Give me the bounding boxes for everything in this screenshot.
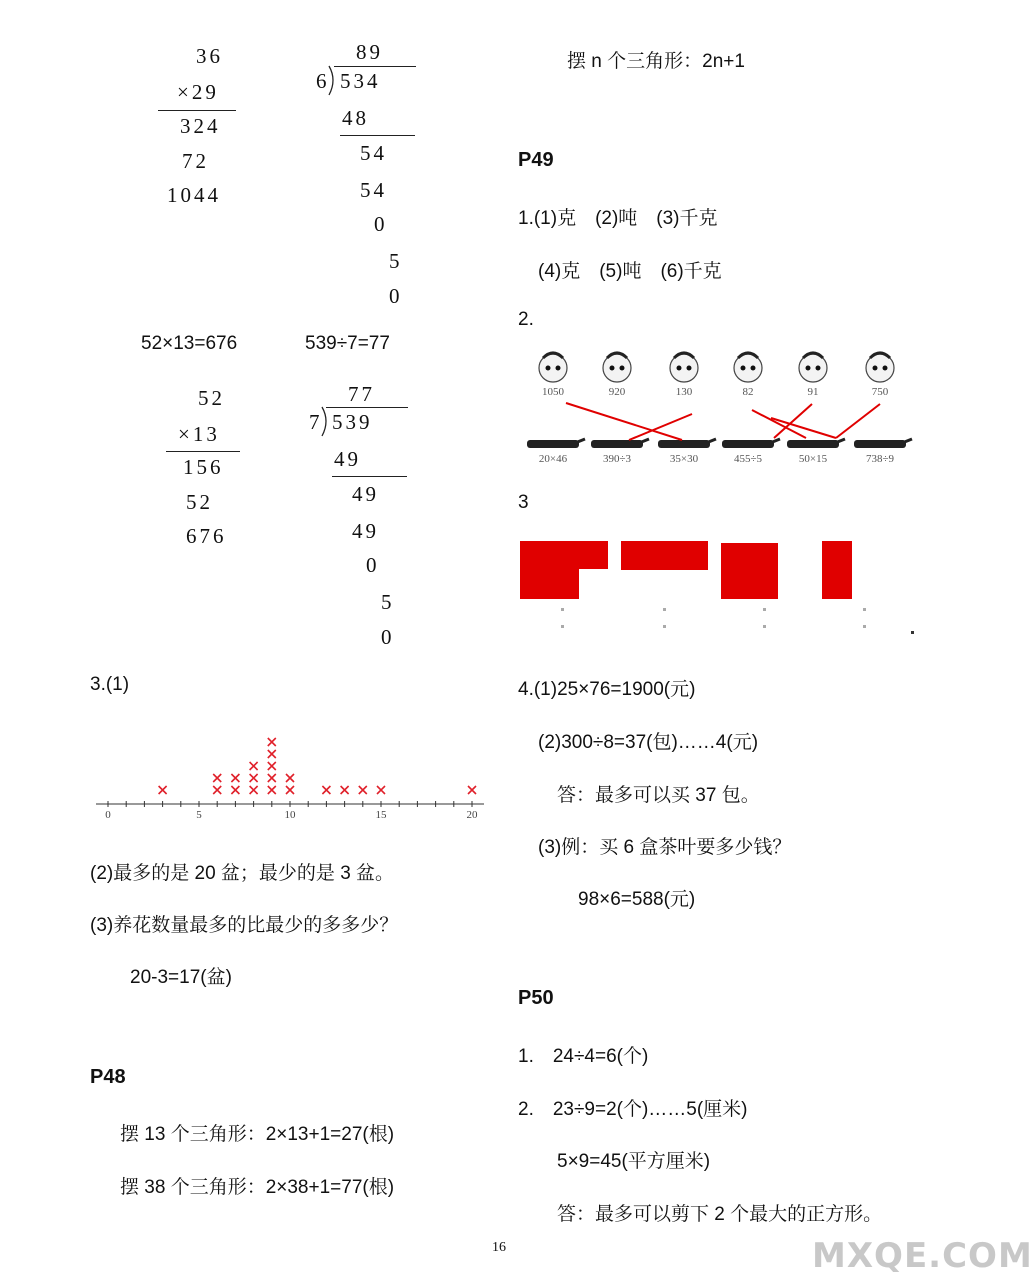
figure-eye [741, 366, 746, 371]
div2-remainder-3: 5 [381, 590, 395, 614]
p49-q2-label: 2. [518, 309, 534, 330]
mult2-partial-2: 52 [186, 490, 213, 514]
figure-eye [806, 366, 811, 371]
triangle-formula: 摆 n 个三角形：2n+1 [567, 51, 745, 72]
top-value: 130 [675, 386, 693, 398]
div1-step-1: 48 [342, 106, 369, 130]
p49-q4-2-answer: 答：最多可以买 37 包。 [557, 785, 760, 806]
dotplot-cross [268, 750, 276, 758]
p49-q4-1: 4.(1)25×76=1900(元) [518, 679, 696, 700]
dotplot-tick-label: 10 [284, 809, 296, 821]
match-line [566, 403, 682, 440]
div1-remainder-2: 0 [374, 212, 388, 236]
p48-line-1: 摆 13 个三角形：2×13+1=27(根) [120, 1124, 395, 1145]
figure-eye [816, 366, 821, 371]
div1-remainder-1: 54 [360, 141, 387, 165]
div2-bracket [321, 407, 331, 437]
dotplot-cross [286, 774, 294, 782]
div2-remainder-4: 0 [381, 625, 395, 649]
shape-long-bar [621, 541, 708, 570]
match-line [836, 404, 880, 438]
q3-label: 3.(1) [90, 674, 130, 695]
mult1-rule [158, 110, 236, 111]
p49-q4-3: (3)例：买 6 盒茶叶要多少钱？ [538, 837, 792, 858]
dotplot-tick-label: 0 [105, 809, 111, 821]
dotplot-cross [268, 738, 276, 746]
mult1-result: 1044 [167, 183, 221, 207]
p49-heading: P49 [518, 149, 554, 171]
div1-divisor: 6 [316, 69, 330, 93]
p50-q2: 2. 23÷9=2(个)……5(厘米) [518, 1099, 748, 1120]
shape-square [721, 543, 778, 599]
div2-step-2: 49 [352, 519, 379, 543]
mult1-multiplier: ×29 [177, 80, 219, 104]
dotplot-cross [341, 786, 349, 794]
div1-dividend: 534 [340, 69, 381, 93]
faint-fraction-marks [561, 608, 914, 634]
pan [658, 440, 710, 448]
figure-eye [546, 366, 551, 371]
dotplot-cross [213, 786, 221, 794]
div2-quotient: 77 [348, 382, 375, 406]
dotplot-cross [268, 786, 276, 794]
q3-3-question: (3)养花数量最多的比最少的多多少？ [90, 915, 399, 936]
top-value: 91 [807, 386, 819, 398]
p50-q1: 1. 24÷4=6(个) [518, 1046, 649, 1067]
mult2-rule [166, 451, 240, 452]
pan-handle [835, 439, 845, 443]
div2-dividend: 539 [332, 410, 373, 434]
dotplot-cross [250, 786, 258, 794]
page-number: 16 [492, 1240, 506, 1255]
pan [591, 440, 643, 448]
mult2-result: 676 [186, 524, 227, 548]
dotplot-cross [231, 774, 239, 782]
top-value: 1050 [542, 386, 564, 398]
pan [854, 440, 906, 448]
mult2-partial-1: 156 [183, 455, 224, 479]
dotplot-cross [250, 774, 258, 782]
dotplot-cross [322, 786, 330, 794]
bottom-value: 20×46 [538, 453, 568, 465]
dotplot-tick-label: 15 [375, 809, 387, 821]
pan [722, 440, 774, 448]
figure-eye [620, 366, 625, 371]
dotplot-cross [359, 786, 367, 794]
div2-rule-1 [332, 476, 407, 477]
top-value: 750 [871, 386, 889, 398]
mult1-partial-1: 324 [180, 114, 221, 138]
mult2-multiplicand: 52 [198, 386, 225, 410]
p48-heading: P48 [90, 1066, 126, 1088]
pan-handle [639, 439, 649, 443]
mult1-partial-2: 72 [182, 149, 209, 173]
div1-rule-1 [340, 135, 415, 136]
figure-eye [883, 366, 888, 371]
shape-tall-bar [822, 541, 852, 599]
figure-eye [677, 366, 682, 371]
q3-2-answer: (2)最多的是 20 盆；最少的是 3 盆。 [90, 863, 395, 884]
p49-q1-row-2: (4)克 (5)吨 (6)千克 [538, 261, 722, 282]
dotplot-tick-label: 20 [466, 809, 478, 821]
shape-l [520, 541, 608, 599]
figure-eye [687, 366, 692, 371]
figure-eye [610, 366, 615, 371]
shaded-shapes [516, 535, 920, 640]
mult1-multiplicand: 36 [196, 44, 223, 68]
bottom-value: 50×15 [798, 453, 828, 465]
div1-remainder-3: 5 [389, 249, 403, 273]
top-value: 82 [742, 386, 754, 398]
p50-heading: P50 [518, 987, 554, 1009]
dotplot-cross [468, 786, 476, 794]
dotplot-cross [213, 774, 221, 782]
dotplot-cross [286, 786, 294, 794]
div2-bar [326, 407, 408, 408]
div2-remainder-2: 0 [366, 553, 380, 577]
p49-q1-row-1: 1.(1)克 (2)吨 (3)千克 [518, 208, 718, 229]
figure-head [799, 354, 827, 382]
p49-q4-2: (2)300÷8=37(包)……4(元) [538, 732, 759, 753]
div1-bar [334, 66, 416, 67]
pan-handle [902, 439, 912, 443]
p48-line-2: 摆 38 个三角形：2×38+1=77(根) [120, 1177, 395, 1198]
dot-plot [96, 720, 488, 825]
figure-eye [556, 366, 561, 371]
div2-divisor: 7 [309, 410, 323, 434]
pan [527, 440, 579, 448]
dotplot-cross [268, 774, 276, 782]
bottom-value: 35×30 [669, 453, 699, 465]
equation-div: 539÷7=77 [305, 333, 390, 354]
div1-quotient: 89 [356, 40, 383, 64]
dotplot-cross [377, 786, 385, 794]
match-line [771, 418, 836, 438]
figure-eye [873, 366, 878, 371]
p49-q4-3-answer: 98×6=588(元) [578, 889, 696, 910]
bottom-value: 390÷3 [602, 453, 632, 465]
bottom-value: 738÷9 [865, 453, 895, 465]
div1-bracket [328, 66, 338, 96]
bottom-value: 455÷5 [733, 453, 763, 465]
mult2-multiplier: ×13 [178, 422, 220, 446]
div2-remainder-1: 49 [352, 482, 379, 506]
figure-head [603, 354, 631, 382]
q3-3-answer: 20-3=17(盆) [130, 967, 232, 988]
figure-head [866, 354, 894, 382]
pan-handle [575, 439, 585, 443]
div1-step-2: 54 [360, 178, 387, 202]
equation-mult: 52×13=676 [141, 333, 238, 354]
pan-handle [770, 439, 780, 443]
pan [787, 440, 839, 448]
matching-diagram [516, 348, 916, 468]
p50-q2-answer: 答：最多可以剪下 2 个最大的正方形。 [557, 1204, 883, 1225]
dotplot-tick-label: 5 [196, 809, 202, 821]
dotplot-cross [159, 786, 167, 794]
figure-eye [751, 366, 756, 371]
watermark-logo: MXQE.COM [812, 1236, 1033, 1276]
div1-remainder-4: 0 [389, 284, 403, 308]
p49-q3-label: 3 [518, 492, 529, 513]
dotplot-cross [250, 762, 258, 770]
dotplot-cross [268, 762, 276, 770]
dotplot-cross [231, 786, 239, 794]
p50-q2-calc: 5×9=45(平方厘米) [557, 1151, 711, 1172]
top-value: 920 [608, 386, 626, 398]
div2-step-1: 49 [334, 447, 361, 471]
pan-handle [706, 439, 716, 443]
